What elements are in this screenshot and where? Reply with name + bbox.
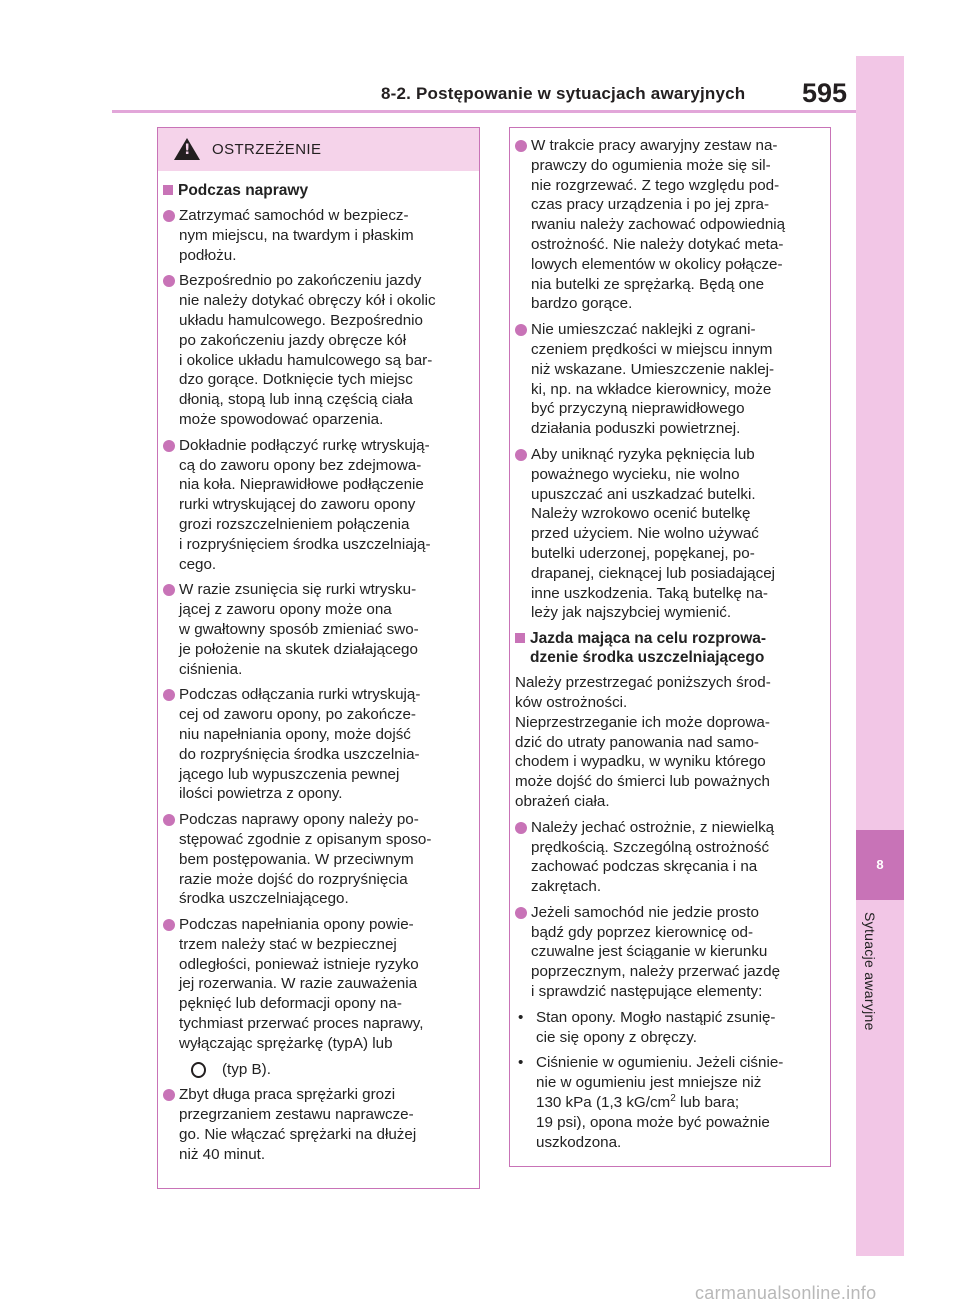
list-item bbox=[515, 136, 826, 314]
circle-bullet-icon bbox=[163, 814, 175, 826]
chapter-sidebar bbox=[856, 56, 904, 1256]
list-item-text: Zatrzymać samochód w bezpiecz- nym miejscu, na twardym i płaskim podłożu. bbox=[179, 207, 414, 264]
warning-box-left bbox=[157, 127, 480, 1189]
list-item bbox=[163, 271, 475, 429]
list-item-text: Dokładnie podłączyć rurkę wtryskują- cą do zaworu opony bez zdejmowa- nia koła. Nieprawidłowe podłączenie rurki wtryskującej do zaworu opony grozi rozszczelnieniem połączenia i rozpryśnięciem środka uszczelniają- cego. bbox=[179, 436, 431, 573]
list-item bbox=[163, 1085, 475, 1164]
bullet-dot-icon: • bbox=[518, 1054, 524, 1072]
chapter-title: Sytuacje awaryjne bbox=[862, 912, 878, 1031]
list-item-text: Jeżeli samochód nie jedzie prosto bądź gdy poprzez kierownicę od- czuwalne jest ściąganie w kierunku poprzecznym, należy przerwać jazdę i sprawdzić następujące elementy: bbox=[531, 903, 781, 1001]
warning-label: OSTRZEŻENIE bbox=[212, 140, 322, 158]
list-item bbox=[163, 436, 475, 575]
page-header-title: 8-2. Postępowanie w sytuacjach awaryjnych bbox=[381, 84, 746, 103]
list-item bbox=[515, 445, 826, 623]
section-heading-text: Podczas naprawy bbox=[178, 182, 309, 199]
list-item bbox=[515, 903, 826, 1002]
bullet-dot-icon: • bbox=[518, 1008, 524, 1026]
circle-bullet-icon bbox=[163, 919, 175, 931]
square-bullet-icon bbox=[163, 185, 173, 195]
list-item-text: Bezpośrednio po zakończeniu jazdy nie należy dotykać obręczy kół i okolic układu hamulcowego. Bezpośrednio po zakończeniu jazdy obręcze kół i okolice układu hamulcowego są bar- dzo gorące. Dotknięcie tych miejsc dłonią, stopą lub inną częścią ciała może spowodować oparzenia. bbox=[179, 272, 436, 428]
list-item bbox=[163, 915, 475, 1079]
sub-bullet-text-part: Ciśnienie w ogumieniu. Jeżeli ciśnie- nie w ogumieniu jest mniejsze niż 130 kPa (1,3 kG/cm bbox=[536, 1054, 784, 1112]
sub-bullet-item bbox=[515, 1008, 826, 1048]
warning-box-right bbox=[509, 127, 831, 1167]
list-item-text: Podczas napełniania opony powie- trzem należy stać w bezpiecznej odległości, ponieważ istnieje ryzyko jej rozerwania. W razie zauważenia pęknięć lub deformacji opony na- tychmiast przerwać proces naprawy, wyłączając sprężarkę (typA) lub bbox=[179, 916, 424, 1052]
circle-bullet-icon bbox=[515, 324, 527, 336]
circle-bullet-icon bbox=[515, 907, 527, 919]
section-heading bbox=[515, 629, 826, 667]
list-item-text: Podczas odłączania rurki wtryskują- cej od zaworu opony, po zakończe- niu napełniania opony, może dojść do rozpryśnięcia środka uszczelnia- jącego lub wypuszczenia pewnej ilości powietrza z opony. bbox=[179, 686, 421, 803]
sub-bullet-text bbox=[536, 1053, 783, 1152]
list-item-text: Zbyt długa praca sprężarki grozi przegrzaniem zestawu naprawcze- go. Nie włączać sprężarki na dłużej niż 40 minut. bbox=[179, 1086, 417, 1163]
section-heading bbox=[163, 181, 475, 200]
circle-bullet-icon bbox=[515, 140, 527, 152]
warning-triangle-icon bbox=[174, 138, 200, 160]
sub-bullet-text-part: lub bara; 19 psi), opona może być poważnie uszkodzona. bbox=[536, 1094, 770, 1151]
list-item bbox=[163, 685, 475, 804]
page-number: 595 bbox=[802, 78, 848, 108]
circle-bullet-icon bbox=[163, 1089, 175, 1101]
list-item bbox=[163, 206, 475, 265]
circle-bullet-icon bbox=[163, 689, 175, 701]
list-item-tail-text: (typ B). bbox=[222, 1060, 271, 1078]
circle-bullet-icon bbox=[515, 449, 527, 461]
chapter-number-tab: 8 bbox=[856, 830, 904, 900]
list-item bbox=[515, 818, 826, 897]
square-bullet-icon bbox=[515, 633, 525, 643]
watermark: carmanualsonline.info bbox=[695, 1283, 877, 1303]
compressor-switch-icon bbox=[191, 1062, 206, 1078]
section-heading-text: Jazda mająca na celu rozprowa- dzenie środka uszczelniającego bbox=[530, 630, 767, 667]
list-item bbox=[163, 810, 475, 909]
list-item-text: Należy jechać ostrożnie, z niewielką prędkością. Szczególną ostrożność zachować podczas skręcania i na zakrętach. bbox=[531, 818, 775, 896]
circle-bullet-icon bbox=[163, 440, 175, 452]
header-divider bbox=[112, 110, 856, 113]
list-item-text: W razie zsunięcia się rurki wtrysku- jącej z zaworu opony może ona w gwałtowny sposób zmieniać swo- je położenie na skutek działającego ciśnienia. bbox=[179, 581, 419, 678]
sub-bullet-text: Stan opony. Mogło nastąpić zsunię- cie się opony z obręczy. bbox=[536, 1008, 776, 1046]
section-paragraph: Należy przestrzegać poniższych środ- ków ostrożności. Nieprzestrzeganie ich może doprowa- dzić do utraty panowania nad samo- chodem i wypadku, w wyniku którego może dojść do śmierci lub poważnych obrażeń ciała. bbox=[515, 674, 771, 810]
list-item bbox=[515, 320, 826, 439]
list-item-text: Nie umieszczać naklejki z ograni- czeniem prędkości w miejscu innym niż wskazane. Umieszczenie naklej- ki, np. na wkładce kierownicy, może być przyczyną nieprawidłowego działania poduszki powietrznej. bbox=[531, 321, 775, 438]
circle-bullet-icon bbox=[163, 584, 175, 596]
list-item bbox=[163, 580, 475, 679]
list-item-text: Aby uniknąć ryzyka pęknięcia lub poważnego wycieku, nie wolno upuszczać ani uszkadzać butelki. Należy wzrokowo ocenić butelkę przed użyciem. Nie wolno używać butelki uderzonej, popękanej, po- drapanej, cieknącej lub posiadającej inne uszkodzenia. Taką butelkę na- leży jak najszybciej wymienić. bbox=[531, 445, 776, 622]
circle-bullet-icon bbox=[163, 275, 175, 287]
circle-bullet-icon bbox=[163, 210, 175, 222]
list-item-text: Podczas naprawy opony należy po- stępować zgodnie z opisanym sposo- bem postępowania. W przeciwnym razie może dojść do rozpryśnięcia środka uszczelniającego. bbox=[179, 811, 432, 908]
circle-bullet-icon bbox=[515, 822, 527, 834]
sub-bullet-item bbox=[515, 1053, 826, 1152]
list-item-text: W trakcie pracy awaryjny zestaw na- prawczy do ogumienia może się sil- nie rozgrzewać. Z tego względu pod- czas pracy urządzenia i po jej zpra- rwaniu należy zachować odpowiednią ostrożność. Nie należy dotykać meta- lowych elementów w okolicy połącze- nia butelki ze sprężarką. Będą one bardzo gorące. bbox=[531, 137, 786, 313]
warning-header bbox=[158, 128, 479, 171]
superscript: 2 bbox=[670, 1093, 676, 1104]
